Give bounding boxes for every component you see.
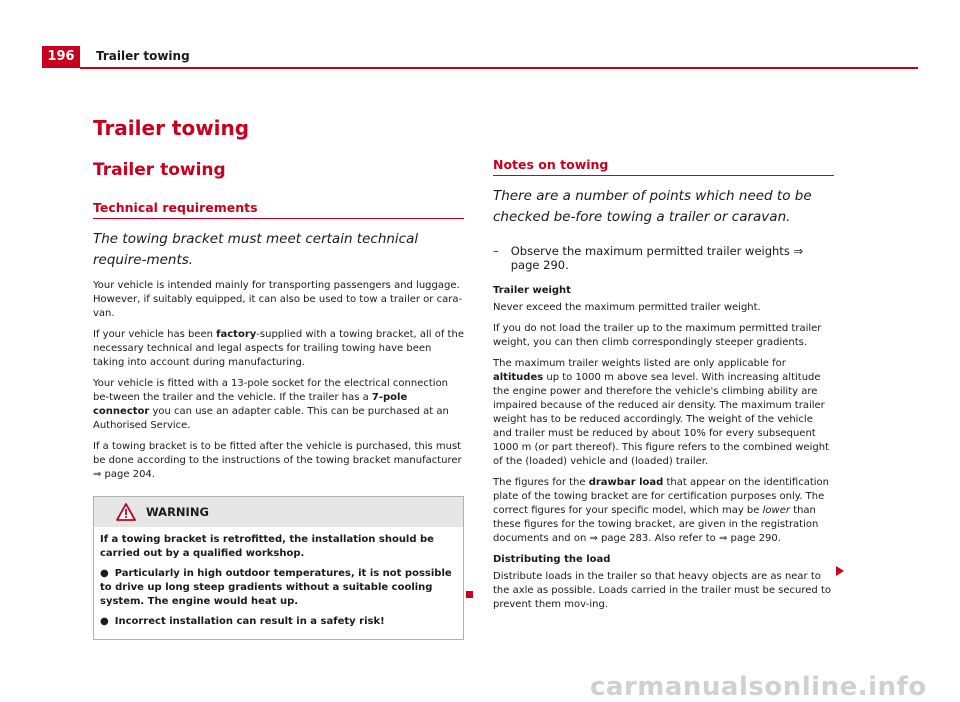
paragraph: Distribute loads in the trailer so that heavy objects are as near to the axle as possible. Loads carried in the trailer must be secured to prevent them mov-ing. bbox=[493, 571, 831, 610]
header-rule bbox=[80, 67, 918, 69]
warning-bullet: ● Particularly in high outdoor temperatures, it is not possible to drive up long steep gradients without a suitable cooling system. The engine would heat up. bbox=[100, 568, 452, 607]
subheading-technical-requirements: Technical requirements bbox=[93, 201, 464, 219]
chapter-title: Trailer towing bbox=[93, 116, 250, 140]
page-reference-link[interactable]: ⇒ page 204. bbox=[93, 469, 155, 480]
paragraph: If your vehicle has been factory-supplied with a towing bracket, all of the necessary technical and legal aspects for trailing towing have been taking into account during manufacturing. bbox=[93, 329, 464, 368]
warning-header bbox=[94, 497, 463, 527]
instruction-step bbox=[493, 244, 834, 272]
warning-triangle-icon bbox=[116, 503, 136, 521]
right-column bbox=[493, 158, 834, 619]
warning-box bbox=[93, 496, 464, 640]
step-text: Observe the maximum permitted trailer weights ⇒ page 290. bbox=[510, 244, 804, 272]
page-number: 196 bbox=[42, 46, 80, 68]
paragraph: If a towing bracket is to be fitted after the vehicle is purchased, this must be done according to the instructions of the towing bracket manufacturer ⇒ page 204. bbox=[93, 441, 462, 480]
step-dash: – bbox=[493, 244, 499, 258]
paragraph: Never exceed the maximum permitted trailer weight. bbox=[493, 302, 761, 313]
paragraph: If you do not load the trailer up to the maximum permitted trailer weight, you can then climb correspondingly steeper gradients. bbox=[493, 323, 822, 348]
warning-bullet: ● Incorrect installation can result in a safety risk! bbox=[100, 616, 385, 627]
paragraph: Your vehicle is intended mainly for transporting passengers and luggage. However, if suitably equipped, it can also be used to tow a trailer or cara-van. bbox=[93, 280, 463, 319]
running-header-title: Trailer towing bbox=[96, 49, 190, 63]
section-end-marker-icon bbox=[466, 591, 473, 598]
watermark: carmanualsonline.info bbox=[590, 672, 927, 702]
bullet-icon: ● bbox=[100, 568, 109, 579]
paragraph: Your vehicle is fitted with a 13-pole socket for the electrical connection be-tween the trailer and the vehicle. If the trailer has a 7-pole connector you can use an adapter cable. This can be purchased at an Authorised Service. bbox=[93, 378, 449, 431]
left-column bbox=[93, 201, 464, 640]
section-title: Trailer towing bbox=[93, 160, 226, 180]
subheading-notes-on-towing: Notes on towing bbox=[493, 158, 834, 176]
paragraph: The figures for the drawbar load that appear on the identification plate of the towing bracket are for certification purposes only. The correct figures for your specific model, which may be lower than these figures for the towing bracket, are given in the registration documents and on ⇒ page 283. Also refer to ⇒ page 290. bbox=[493, 477, 830, 544]
bullet-icon: ● bbox=[100, 616, 109, 627]
warning-title: WARNING bbox=[146, 505, 209, 519]
subhead-trailer-weight: Trailer weight bbox=[493, 285, 571, 296]
warning-paragraph: If a towing bracket is retrofitted, the installation should be carried out by a qualified workshop. bbox=[100, 534, 434, 559]
warning-body bbox=[94, 527, 463, 639]
continue-arrow-icon bbox=[836, 566, 844, 576]
intro-text: The towing bracket must meet certain technical require-ments. bbox=[93, 231, 419, 268]
subhead-distributing-the-load: Distributing the load bbox=[493, 554, 611, 565]
paragraph: The maximum trailer weights listed are only applicable for altitudes up to 1000 m above sea level. With increasing altitude the engine power and therefore the vehicle's climbing ability are impaired because of the reduced air density. The maximum trailer weight has to be reduced accordingly. The weight of the vehicle and trailer must be reduced by about 10% for every subsequent 1000 m (or part thereof). This figure refers to the combined weight of the (loaded) vehicle and (loaded) trailer. bbox=[493, 358, 829, 467]
intro-text: There are a number of points which need to be checked be-fore towing a trailer or caravan. bbox=[493, 188, 812, 225]
